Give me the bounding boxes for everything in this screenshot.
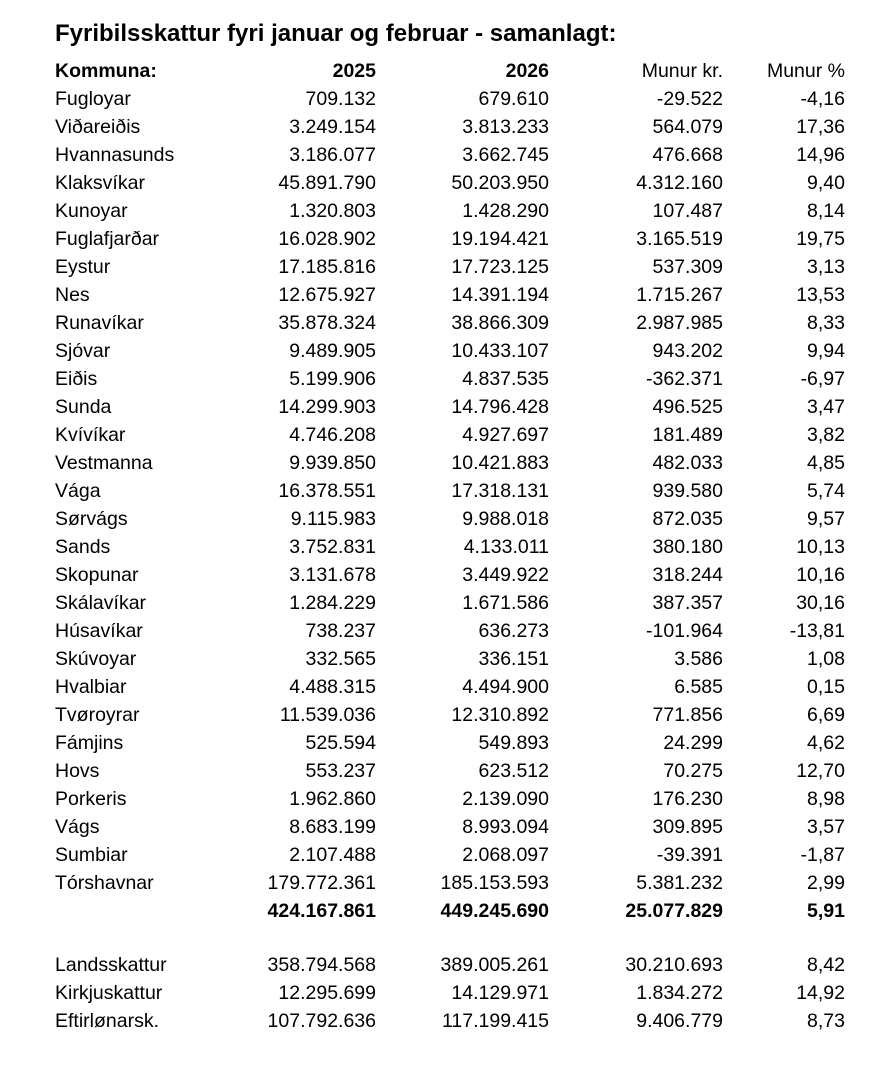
cell-2026: 4.133.011 xyxy=(463,536,549,558)
table-row xyxy=(55,533,855,561)
cell-2026: 14.796.428 xyxy=(451,396,549,418)
column-header-2026: 2026 xyxy=(505,60,549,82)
cell-diff-pct: 1,08 xyxy=(807,648,845,670)
cell-diff-kr: 496.525 xyxy=(652,396,723,418)
cell-2025: 17.185.816 xyxy=(278,256,376,278)
table-row xyxy=(55,505,855,533)
cell-diff-pct: 9,57 xyxy=(807,508,845,530)
cell-2025: 2.107.488 xyxy=(289,844,376,866)
cell-name: Tórshavnar xyxy=(55,872,154,894)
cell-diff-kr: 30.210.693 xyxy=(625,954,723,976)
cell-diff-pct: 17,36 xyxy=(796,116,845,138)
cell-2025: 553.237 xyxy=(305,760,376,782)
cell-name: Vágs xyxy=(55,816,100,838)
cell-name: Sumbiar xyxy=(55,844,128,866)
cell-2026: 1.671.586 xyxy=(462,592,549,614)
cell-diff-pct: 8,33 xyxy=(807,312,845,334)
cell-2026: 4.927.697 xyxy=(462,424,549,446)
cell-2025: 358.794.568 xyxy=(267,954,376,976)
section-spacer xyxy=(55,925,855,951)
cell-2026: 389.005.261 xyxy=(440,954,549,976)
cell-diff-kr: 943.202 xyxy=(652,340,723,362)
cell-name: Fámjins xyxy=(55,732,124,754)
cell-diff-pct: -6,97 xyxy=(800,368,845,390)
cell-2026: 10.433.107 xyxy=(451,340,549,362)
table-header-row xyxy=(55,57,855,85)
other-tax-row xyxy=(55,1007,855,1035)
table-row xyxy=(55,701,855,729)
cell-diff-kr: -29.522 xyxy=(656,88,723,110)
cell-2025: 179.772.361 xyxy=(267,872,376,894)
table-row xyxy=(55,141,855,169)
cell-diff-kr: 387.357 xyxy=(652,592,723,614)
cell-diff-pct: -1,87 xyxy=(800,844,845,866)
page-title: Fyribilsskattur fyri januar og februar - samanlagt: xyxy=(55,20,617,47)
cell-2026: 679.610 xyxy=(478,88,549,110)
cell-2025: 45.891.790 xyxy=(278,172,376,194)
table-row xyxy=(55,169,855,197)
cell-name: Viðareiðis xyxy=(55,116,141,138)
table-row xyxy=(55,197,855,225)
table-row xyxy=(55,841,855,869)
cell-2025: 1.320.803 xyxy=(289,200,376,222)
cell-name: Hvalbiar xyxy=(55,676,127,698)
cell-name: Klaksvíkar xyxy=(55,172,145,194)
cell-2026: 549.893 xyxy=(478,732,549,754)
column-header-2025: 2025 xyxy=(332,60,376,82)
cell-diff-kr: 107.487 xyxy=(652,200,723,222)
table-row xyxy=(55,813,855,841)
cell-diff-kr: 380.180 xyxy=(652,536,723,558)
cell-2026: 4.494.900 xyxy=(462,676,549,698)
cell-diff-pct: 3,57 xyxy=(807,816,845,838)
cell-name: Tvøroyrar xyxy=(55,704,140,726)
cell-name: Skúvoyar xyxy=(55,648,137,670)
cell-diff-pct: 8,14 xyxy=(807,200,845,222)
cell-diff-kr: 70.275 xyxy=(663,760,723,782)
cell-2026: 19.194.421 xyxy=(451,228,549,250)
cell-2025: 5.199.906 xyxy=(289,368,376,390)
table-row xyxy=(55,225,855,253)
cell-2026: 636.273 xyxy=(478,620,549,642)
cell-name: Húsavíkar xyxy=(55,620,143,642)
other-tax-row xyxy=(55,951,855,979)
cell-2026: 3.662.745 xyxy=(462,144,549,166)
table-row xyxy=(55,393,855,421)
cell-diff-pct: 3,82 xyxy=(807,424,845,446)
cell-2025: 709.132 xyxy=(305,88,376,110)
cell-diff-kr: 564.079 xyxy=(652,116,723,138)
cell-diff-pct: 4,62 xyxy=(807,732,845,754)
other-tax-rows xyxy=(55,951,855,1035)
cell-name: Fugloyar xyxy=(55,88,131,110)
table-row xyxy=(55,113,855,141)
cell-diff-pct: 12,70 xyxy=(796,760,845,782)
table-row xyxy=(55,309,855,337)
cell-2025: 8.683.199 xyxy=(289,816,376,838)
cell-2026: 336.151 xyxy=(478,648,549,670)
cell-2025: 3.249.154 xyxy=(289,116,376,138)
cell-diff-kr: 771.856 xyxy=(652,704,723,726)
cell-2025: 332.565 xyxy=(305,648,376,670)
cell-diff-kr: 537.309 xyxy=(652,256,723,278)
cell-name: Sunda xyxy=(55,396,112,418)
cell-2025: 9.115.983 xyxy=(290,508,376,530)
table-row xyxy=(55,757,855,785)
tax-table xyxy=(55,57,855,1035)
cell-diff-pct: 3,47 xyxy=(807,396,845,418)
cell-diff-kr: 176.230 xyxy=(652,788,723,810)
total-row xyxy=(55,897,855,925)
total-2025: 424.167.861 xyxy=(267,900,376,922)
table-row xyxy=(55,869,855,897)
cell-2025: 3.131.678 xyxy=(289,564,376,586)
table-row xyxy=(55,365,855,393)
table-row xyxy=(55,561,855,589)
cell-2026: 50.203.950 xyxy=(451,172,549,194)
cell-2025: 107.792.636 xyxy=(267,1010,376,1032)
cell-2026: 38.866.309 xyxy=(451,312,549,334)
cell-2025: 4.488.315 xyxy=(289,676,376,698)
cell-diff-kr: 309.895 xyxy=(652,816,723,838)
cell-diff-pct: 10,13 xyxy=(796,536,845,558)
cell-2026: 14.391.194 xyxy=(451,284,549,306)
table-row xyxy=(55,449,855,477)
table-row xyxy=(55,477,855,505)
cell-2025: 4.746.208 xyxy=(289,424,376,446)
cell-name: Sjóvar xyxy=(55,340,111,362)
cell-diff-pct: 8,98 xyxy=(807,788,845,810)
cell-2025: 3.752.831 xyxy=(289,536,376,558)
cell-diff-kr: 6.585 xyxy=(674,676,723,698)
table-row xyxy=(55,281,855,309)
cell-diff-pct: 9,40 xyxy=(807,172,845,194)
cell-2026: 10.421.883 xyxy=(451,452,549,474)
table-row xyxy=(55,617,855,645)
cell-name: Fuglafjarðar xyxy=(55,228,160,250)
column-header-diff-pct: Munur % xyxy=(766,60,845,82)
cell-diff-kr: -39.391 xyxy=(656,844,723,866)
cell-2025: 11.539.036 xyxy=(279,704,376,726)
cell-2026: 8.993.094 xyxy=(462,816,549,838)
table-row xyxy=(55,85,855,113)
cell-name: Hvannasunds xyxy=(55,144,175,166)
cell-diff-kr: 24.299 xyxy=(663,732,723,754)
cell-name: Vestmanna xyxy=(55,452,153,474)
cell-name: Landsskattur xyxy=(55,954,167,976)
table-row xyxy=(55,337,855,365)
table-row xyxy=(55,673,855,701)
cell-name: Sands xyxy=(55,536,111,558)
cell-2025: 12.675.927 xyxy=(278,284,376,306)
total-2026: 449.245.690 xyxy=(440,900,549,922)
cell-2026: 117.199.415 xyxy=(442,1010,549,1032)
cell-name: Eystur xyxy=(55,256,111,278)
cell-2025: 525.594 xyxy=(305,732,376,754)
cell-diff-pct: 30,16 xyxy=(796,592,845,614)
cell-2026: 4.837.535 xyxy=(462,368,549,390)
cell-2025: 1.284.229 xyxy=(289,592,376,614)
cell-2025: 35.878.324 xyxy=(278,312,376,334)
cell-2026: 14.129.971 xyxy=(451,982,549,1004)
cell-diff-kr: 5.381.232 xyxy=(636,872,723,894)
cell-diff-pct: 2,99 xyxy=(807,872,845,894)
cell-name: Kvívíkar xyxy=(55,424,126,446)
cell-2026: 17.723.125 xyxy=(451,256,549,278)
cell-name: Vága xyxy=(55,480,101,502)
cell-diff-kr: 3.165.519 xyxy=(636,228,723,250)
cell-2025: 16.028.902 xyxy=(278,228,376,250)
cell-name: Eiðis xyxy=(55,368,98,390)
cell-diff-pct: 3,13 xyxy=(807,256,845,278)
cell-diff-kr: 476.668 xyxy=(652,144,723,166)
cell-diff-kr: 2.987.985 xyxy=(636,312,723,334)
cell-2026: 9.988.018 xyxy=(462,508,549,530)
table-row xyxy=(55,589,855,617)
total-diff-kr: 25.077.829 xyxy=(625,900,723,922)
table-row xyxy=(55,253,855,281)
cell-2025: 9.489.905 xyxy=(289,340,376,362)
cell-diff-pct: -4,16 xyxy=(800,88,845,110)
cell-2026: 185.153.593 xyxy=(440,872,549,894)
cell-diff-kr: 3.586 xyxy=(674,648,723,670)
cell-diff-pct: 4,85 xyxy=(807,452,845,474)
table-row xyxy=(55,729,855,757)
cell-diff-pct: 0,15 xyxy=(807,676,845,698)
cell-2025: 3.186.077 xyxy=(289,144,376,166)
column-header-municipality: Kommuna: xyxy=(55,60,157,82)
cell-2026: 3.449.922 xyxy=(462,564,549,586)
cell-name: Kirkjuskattur xyxy=(55,982,163,1004)
cell-name: Nes xyxy=(55,284,90,306)
cell-diff-pct: 5,74 xyxy=(807,480,845,502)
cell-diff-kr: 4.312.160 xyxy=(636,172,723,194)
cell-diff-pct: -13,81 xyxy=(789,620,845,642)
cell-diff-kr: 939.580 xyxy=(652,480,723,502)
cell-name: Eftirlønarsk. xyxy=(55,1010,160,1032)
cell-diff-kr: 9.406.779 xyxy=(636,1010,723,1032)
cell-2025: 14.299.903 xyxy=(278,396,376,418)
cell-2026: 3.813.233 xyxy=(462,116,549,138)
other-tax-row xyxy=(55,979,855,1007)
cell-name: Skopunar xyxy=(55,564,139,586)
cell-diff-kr: 181.489 xyxy=(652,424,723,446)
cell-2025: 1.962.860 xyxy=(289,788,376,810)
cell-name: Sørvágs xyxy=(55,508,128,530)
total-diff-pct: 5,91 xyxy=(807,900,845,922)
cell-2025: 12.295.699 xyxy=(278,982,376,1004)
cell-diff-kr: 1.834.272 xyxy=(636,982,723,1004)
table-row xyxy=(55,645,855,673)
cell-diff-pct: 10,16 xyxy=(796,564,845,586)
cell-diff-kr: 482.033 xyxy=(652,452,723,474)
cell-diff-pct: 13,53 xyxy=(796,284,845,306)
cell-name: Hovs xyxy=(55,760,100,782)
municipality-rows xyxy=(55,85,855,897)
cell-2025: 738.237 xyxy=(305,620,376,642)
cell-name: Skálavíkar xyxy=(55,592,147,614)
cell-2026: 17.318.131 xyxy=(451,480,549,502)
cell-2026: 623.512 xyxy=(478,760,549,782)
cell-2026: 2.139.090 xyxy=(462,788,549,810)
table-row xyxy=(55,785,855,813)
cell-name: Porkeris xyxy=(55,788,127,810)
cell-diff-pct: 14,96 xyxy=(796,144,845,166)
cell-diff-pct: 14,92 xyxy=(796,982,845,1004)
cell-2025: 9.939.850 xyxy=(289,452,376,474)
cell-diff-pct: 8,42 xyxy=(807,954,845,976)
cell-2026: 1.428.290 xyxy=(462,200,549,222)
cell-name: Runavíkar xyxy=(55,312,144,334)
cell-diff-pct: 8,73 xyxy=(807,1010,845,1032)
cell-diff-kr: 318.244 xyxy=(652,564,723,586)
cell-2025: 16.378.551 xyxy=(278,480,376,502)
column-header-diff-kr: Munur kr. xyxy=(641,60,723,82)
cell-2026: 12.310.892 xyxy=(451,704,549,726)
cell-diff-kr: -362.371 xyxy=(646,368,723,390)
cell-name: Kunoyar xyxy=(55,200,128,222)
cell-2026: 2.068.097 xyxy=(462,844,549,866)
cell-diff-pct: 9,94 xyxy=(807,340,845,362)
cell-diff-kr: 1.715.267 xyxy=(636,284,723,306)
cell-diff-kr: -101.964 xyxy=(646,620,723,642)
cell-diff-pct: 6,69 xyxy=(807,704,845,726)
table-row xyxy=(55,421,855,449)
cell-diff-kr: 872.035 xyxy=(652,508,723,530)
cell-diff-pct: 19,75 xyxy=(796,228,845,250)
